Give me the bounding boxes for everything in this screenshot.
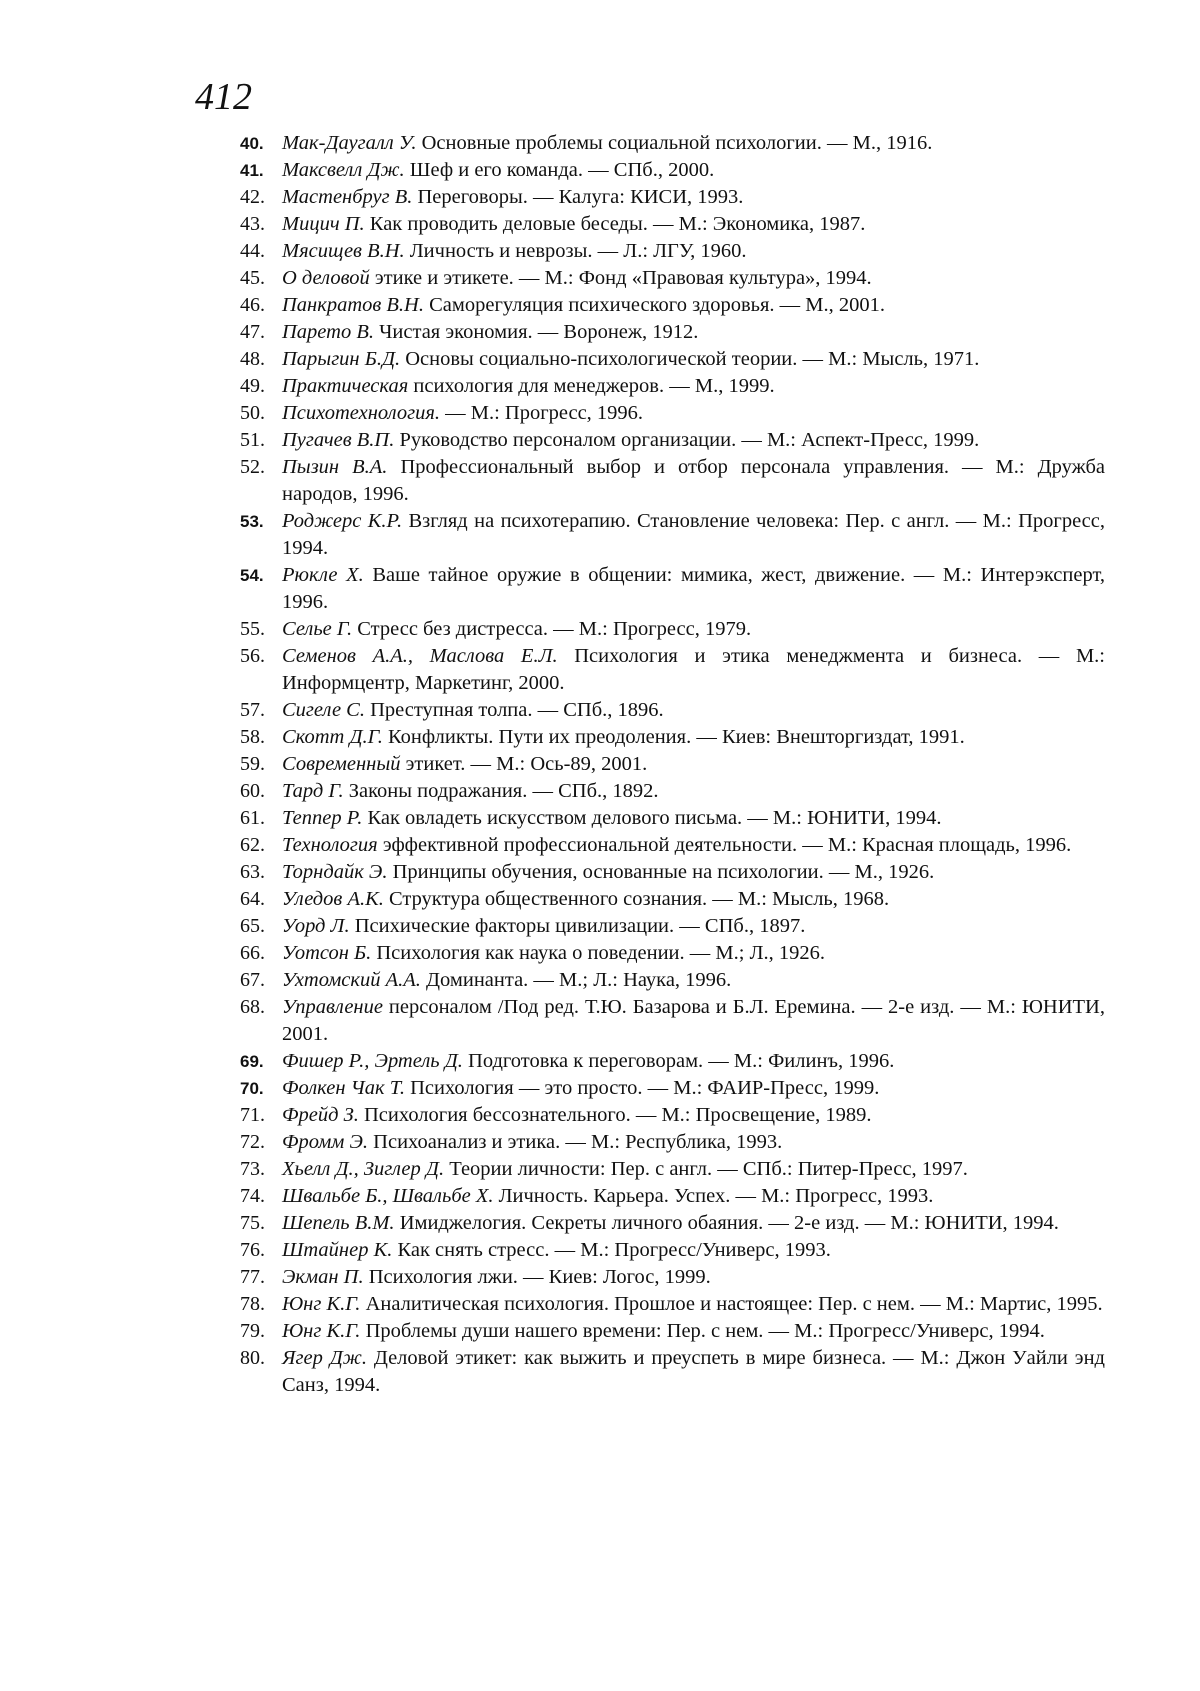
reference-title: — М.: Прогресс, 1996. [439, 402, 644, 424]
reference-number: 40. [240, 134, 264, 153]
reference-author: Уотсон Б. [282, 942, 372, 964]
reference-title: Саморегуляция психического здоровья. — М., 2001. [423, 294, 886, 316]
reference-title: эффективной профессиональной деятельности. — М.: Красная площадь, 1996. [377, 834, 1072, 856]
reference-title: Психология и этика менеджмента и бизнеса. — М.: Информцентр, Маркетинг, 2000. [282, 645, 1105, 694]
reference-number: 53. [240, 512, 264, 531]
reference-title: Деловой этикет: как выжить и преуспеть в мире бизнеса. — М.: Джон Уайли энд Санз, 1994. [282, 1347, 1105, 1396]
reference-item [240, 508, 1105, 562]
reference-item [240, 130, 1105, 157]
reference-title: Чистая экономия. — Воронеж, 1912. [373, 321, 699, 343]
reference-text [282, 562, 1105, 616]
reference-number: 43. [240, 213, 265, 235]
reference-author: Сигеле С. [282, 699, 365, 721]
reference-text [282, 373, 1105, 400]
reference-text [282, 832, 1105, 859]
reference-item [240, 1291, 1105, 1318]
reference-item [240, 1129, 1105, 1156]
reference-title: Взгляд на психотерапию. Становление человека: Пер. с англ. — М.: Прогресс, 1994. [282, 510, 1105, 559]
reference-author: Тард Г. [282, 780, 344, 802]
reference-item [240, 1210, 1105, 1237]
reference-item [240, 805, 1105, 832]
reference-author: Теппер Р. [282, 807, 363, 829]
reference-item [240, 643, 1105, 697]
reference-number: 48. [240, 348, 265, 370]
reference-author: Скотт Д.Г. [282, 726, 383, 748]
reference-title: психология для менеджеров. — М., 1999. [408, 375, 775, 397]
reference-text [282, 1156, 1105, 1183]
reference-number: 74. [240, 1185, 265, 1207]
reference-item [240, 319, 1105, 346]
reference-title: Как проводить деловые беседы. — М.: Экономика, 1987. [364, 213, 866, 235]
reference-author: Ухтомский А.А. [282, 969, 421, 991]
reference-item [240, 1264, 1105, 1291]
reference-text [282, 1237, 1105, 1264]
reference-text [282, 778, 1105, 805]
reference-item [240, 994, 1105, 1048]
reference-author: Максвелл Дж. [282, 159, 405, 181]
reference-number: 47. [240, 321, 265, 343]
reference-title: Основные проблемы социальной психологии. — М., 1916. [416, 132, 933, 154]
reference-number: 59. [240, 753, 265, 775]
reference-item [240, 967, 1105, 994]
reference-text [282, 1048, 1105, 1075]
reference-author: Экман П. [282, 1266, 364, 1288]
reference-number: 61. [240, 807, 265, 829]
reference-number: 62. [240, 834, 265, 856]
reference-number: 65. [240, 915, 265, 937]
reference-number: 66. [240, 942, 265, 964]
reference-item [240, 751, 1105, 778]
reference-author: Парето В. [282, 321, 374, 343]
reference-title: Стресс без дистресса. — М.: Прогресс, 1979. [352, 618, 752, 640]
reference-title: Шеф и его команда. — СПб., 2000. [404, 159, 715, 181]
reference-item [240, 832, 1105, 859]
reference-title: Подготовка к переговорам. — М.: Филинъ, 1996. [462, 1050, 895, 1072]
reference-number: 41. [240, 161, 264, 180]
reference-item [240, 859, 1105, 886]
reference-text [282, 1210, 1105, 1237]
reference-title: Структура общественного сознания. — М.: Мысль, 1968. [383, 888, 890, 910]
reference-text [282, 508, 1105, 562]
reference-title: Личность. Карьера. Успех. — М.: Прогресс, 1993. [493, 1185, 934, 1207]
reference-number: 80. [240, 1347, 265, 1369]
reference-title: Законы подражания. — СПб., 1892. [343, 780, 659, 802]
reference-author: Юнг К.Г. [282, 1293, 361, 1315]
reference-text [282, 724, 1105, 751]
reference-number: 72. [240, 1131, 265, 1153]
reference-number: 77. [240, 1266, 265, 1288]
reference-author: Ягер Дж. [282, 1347, 367, 1369]
reference-number: 63. [240, 861, 265, 883]
reference-text [282, 913, 1105, 940]
reference-author: Технология [282, 834, 378, 856]
reference-item [240, 454, 1105, 508]
reference-text [282, 805, 1105, 832]
reference-author: Юнг К.Г. [282, 1320, 361, 1342]
reference-item [240, 400, 1105, 427]
reference-number: 52. [240, 456, 265, 478]
reference-author: Фишер Р., Эртель Д. [282, 1050, 463, 1072]
reference-item [240, 373, 1105, 400]
reference-author: Психотехнология. [282, 402, 440, 424]
reference-author: Семенов А.А., Маслова Е.Л. [282, 645, 558, 667]
reference-title: Доминанта. — М.; Л.: Наука, 1996. [420, 969, 732, 991]
reference-number: 78. [240, 1293, 265, 1315]
reference-author: Мясищев В.Н. [282, 240, 405, 262]
reference-text [282, 157, 1105, 184]
reference-item [240, 697, 1105, 724]
reference-number: 45. [240, 267, 265, 289]
reference-number: 75. [240, 1212, 265, 1234]
reference-text [282, 697, 1105, 724]
reference-title: Имиджелогия. Секреты личного обаяния. — 2-е изд. — М.: ЮНИТИ, 1994. [394, 1212, 1059, 1234]
reference-number: 55. [240, 618, 265, 640]
reference-number: 68. [240, 996, 265, 1018]
reference-item [240, 1318, 1105, 1345]
reference-author: О деловой [282, 267, 370, 289]
reference-author: Панкратов В.Н. [282, 294, 424, 316]
reference-number: 60. [240, 780, 265, 802]
reference-author: Мак-Даугалл У. [282, 132, 417, 154]
reference-title: Психология лжи. — Киев: Логос, 1999. [363, 1266, 711, 1288]
reference-item [240, 1075, 1105, 1102]
reference-title: этике и этикете. — М.: Фонд «Правовая культура», 1994. [369, 267, 872, 289]
reference-item [240, 1237, 1105, 1264]
reference-list [240, 130, 1105, 1399]
reference-title: Проблемы души нашего времени: Пер. с нем. — М.: Прогресс/Универс, 1994. [360, 1320, 1045, 1342]
reference-title: Ваше тайное оружие в общении: мимика, жест, движение. — М.: Интерэксперт, 1996. [282, 564, 1106, 613]
reference-number: 67. [240, 969, 265, 991]
reference-item [240, 292, 1105, 319]
reference-text [282, 1075, 1105, 1102]
reference-text [282, 211, 1105, 238]
reference-author: Уледов А.К. [282, 888, 384, 910]
reference-number: 79. [240, 1320, 265, 1342]
reference-item [240, 886, 1105, 913]
reference-text [282, 643, 1105, 697]
reference-title: Психоанализ и этика. — М.: Республика, 1993. [368, 1131, 783, 1153]
reference-text [282, 292, 1105, 319]
reference-number: 54. [240, 566, 264, 585]
reference-number: 57. [240, 699, 265, 721]
reference-author: Швальбе Б., Швальбе Х. [282, 1185, 494, 1207]
reference-text [282, 346, 1105, 373]
reference-text [282, 1129, 1105, 1156]
reference-author: Селье Г. [282, 618, 353, 640]
reference-text [282, 1291, 1105, 1318]
reference-author: Шепель В.М. [282, 1212, 395, 1234]
reference-author: Штайнер К. [282, 1239, 393, 1261]
reference-number: 69. [240, 1052, 264, 1071]
reference-title: Принципы обучения, основанные на психологии. — М., 1926. [387, 861, 935, 883]
reference-text [282, 400, 1105, 427]
reference-item [240, 724, 1105, 751]
reference-author: Хьелл Д., Зиглер Д. [282, 1158, 445, 1180]
reference-text [282, 454, 1105, 508]
reference-author: Рюкле Х. [282, 564, 364, 586]
reference-number: 42. [240, 186, 265, 208]
reference-author: Практическая [282, 375, 409, 397]
reference-item [240, 940, 1105, 967]
reference-item [240, 238, 1105, 265]
reference-author: Уорд Л. [282, 915, 350, 937]
reference-number: 44. [240, 240, 265, 262]
reference-item [240, 184, 1105, 211]
reference-number: 56. [240, 645, 265, 667]
reference-text [282, 1102, 1105, 1129]
reference-text [282, 184, 1105, 211]
reference-text [282, 751, 1105, 778]
reference-text [282, 940, 1105, 967]
reference-author: Современный [282, 753, 401, 775]
reference-item [240, 346, 1105, 373]
reference-item [240, 427, 1105, 454]
reference-text [282, 1318, 1105, 1345]
reference-item [240, 1183, 1105, 1210]
reference-text [282, 616, 1105, 643]
reference-item [240, 1102, 1105, 1129]
reference-item [240, 616, 1105, 643]
reference-text [282, 238, 1105, 265]
reference-text [282, 130, 1105, 157]
reference-number: 70. [240, 1079, 264, 1098]
reference-number: 76. [240, 1239, 265, 1261]
reference-item [240, 1156, 1105, 1183]
reference-text [282, 1345, 1105, 1399]
reference-title: Как овладеть искусством делового письма. — М.: ЮНИТИ, 1994. [362, 807, 942, 829]
reference-author: Фрейд З. [282, 1104, 359, 1126]
reference-author: Мастенбруг В. [282, 186, 413, 208]
reference-item [240, 778, 1105, 805]
reference-author: Мицич П. [282, 213, 365, 235]
reference-item [240, 157, 1105, 184]
reference-author: Управление [282, 996, 383, 1018]
reference-item [240, 211, 1105, 238]
reference-text [282, 994, 1105, 1048]
reference-title: Аналитическая психология. Прошлое и настоящее: Пер. с нем. — М.: Мартис, 1995. [360, 1293, 1103, 1315]
reference-number: 73. [240, 1158, 265, 1180]
reference-title: Конфликты. Пути их преодоления. — Киев: Внешторгиздат, 1991. [382, 726, 965, 748]
reference-number: 51. [240, 429, 265, 451]
reference-item [240, 913, 1105, 940]
reference-text [282, 265, 1105, 292]
reference-author: Фромм Э. [282, 1131, 369, 1153]
reference-title: Преступная толпа. — СПб., 1896. [364, 699, 664, 721]
reference-item [240, 265, 1105, 292]
reference-text [282, 319, 1105, 346]
reference-title: этикет. — М.: Ось-89, 2001. [400, 753, 648, 775]
reference-text [282, 427, 1105, 454]
reference-title: Руководство персоналом организации. — М.: Аспект-Пресс, 1999. [394, 429, 980, 451]
reference-text [282, 886, 1105, 913]
reference-number: 50. [240, 402, 265, 424]
reference-title: Личность и неврозы. — Л.: ЛГУ, 1960. [404, 240, 747, 262]
reference-author: Фолкен Чак Т. [282, 1077, 405, 1099]
reference-item [240, 1048, 1105, 1075]
reference-title: Теории личности: Пер. с англ. — СПб.: Питер-Пресс, 1997. [444, 1158, 968, 1180]
reference-text [282, 1264, 1105, 1291]
reference-author: Роджерс К.Р. [282, 510, 403, 532]
reference-text [282, 859, 1105, 886]
reference-author: Пугачев В.П. [282, 429, 395, 451]
reference-number: 46. [240, 294, 265, 316]
reference-title: персоналом /Под ред. Т.Ю. Базарова и Б.Л. Еремина. — 2-е изд. — М.: ЮНИТИ, 2001. [282, 996, 1105, 1045]
reference-title: Как снять стресс. — М.: Прогресс/Универс, 1993. [392, 1239, 831, 1261]
reference-number: 58. [240, 726, 265, 748]
reference-title: Психология — это просто. — М.: ФАИР-Пресс, 1999. [404, 1077, 880, 1099]
reference-title: Основы социально-психологической теории. — М.: Мысль, 1971. [400, 348, 980, 370]
reference-title: Профессиональный выбор и отбор персонала управления. — М.: Дружба народов, 1996. [282, 456, 1105, 505]
reference-item [240, 562, 1105, 616]
reference-text [282, 1183, 1105, 1210]
reference-number: 71. [240, 1104, 265, 1126]
reference-item [240, 1345, 1105, 1399]
reference-number: 49. [240, 375, 265, 397]
reference-author: Торндайк Э. [282, 861, 388, 883]
reference-author: Парыгин Б.Д. [282, 348, 401, 370]
reference-title: Психология как наука о поведении. — М.; Л., 1926. [371, 942, 825, 964]
reference-number: 64. [240, 888, 265, 910]
reference-author: Пызин В.А. [282, 456, 388, 478]
reference-title: Переговоры. — Калуга: КИСИ, 1993. [412, 186, 744, 208]
reference-title: Психология бессознательного. — М.: Просвещение, 1989. [358, 1104, 872, 1126]
reference-text [282, 967, 1105, 994]
page-number: 412 [195, 76, 252, 118]
reference-title: Психические факторы цивилизации. — СПб., 1897. [349, 915, 806, 937]
